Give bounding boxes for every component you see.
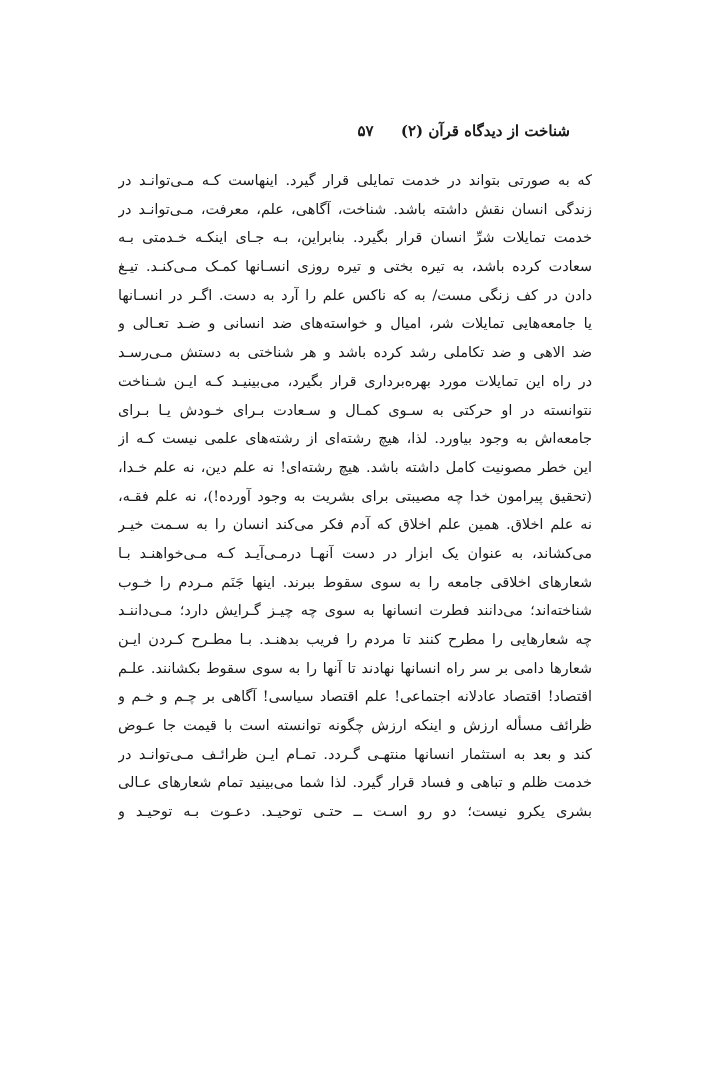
text-line: خدمت تمایلات شرِّ انسان قرار بگیرد. بنابراین، بـه جـای اینکـه خـدمتی بـه <box>118 230 592 247</box>
text-line: که به صورتی بتواند در خدمت تمایلی قرار گیرد. اینهاست کـه مـی‌توانـد در <box>118 173 592 189</box>
text-line: کند و بعد به استثمار انسانها منتهـی گـردد. تمـام ایـن ظرائـف مـی‌توانـد در <box>118 746 592 763</box>
text-line: ظرائف مسأله ارزش و اینکه ارزش چگونه توانسته است با قیمت جا عـوض <box>118 718 592 735</box>
text-line: اقتصاد! اقتصاد عادلانه اجتماعی! علم اقتصاد سیاسی! آگاهی بر چـم و خـم و <box>118 689 592 706</box>
page-header <box>140 119 570 143</box>
text-line: (تحقیق پیرامون خدا چه مصیبتی برای بشریت به وجود آورده!)، نه علم فقـه، <box>118 488 592 505</box>
running-title: شناخت از دیدگاه قرآن (۲) <box>400 122 570 140</box>
text-line: این خطر مصونیت کامل داشته باشد. هیچ رشته‌ای! نه علم دین، نه علم خـدا، <box>118 459 592 476</box>
text-line: جامعه‌اش به وجود بیاورد. لذا، هیچ رشته‌ای از رشته‌های علمی نیست کـه از <box>118 431 592 448</box>
body-text <box>118 167 592 827</box>
text-line: شعارهای اخلاقی جامعه را به سوی سقوط ببرند. اینها جَنَم مـردم را خـوب <box>118 574 592 591</box>
text-line: شناخته‌اند؛ می‌دانند فطرت انسانها به سوی چه چیـز گـرایش دارد؛ مـی‌داننـد <box>118 603 592 620</box>
text-line: زندگی انسان نقش داشته باشد. شناخت، آگاهی، علم، معرفت، مـی‌توانـد در <box>118 201 592 218</box>
text-line: ضد الاهی و ضد تکاملی رشد کرده باشد و هر شناختی به دستش مـی‌رسـد <box>118 345 592 362</box>
text-line: خدمت ظلم و تباهی و فساد قرار گیرد. لذا شما می‌بینید تمام شعارهای عـالی <box>118 775 592 792</box>
text-line: سعادت کرده باشد، به تیره بختی و تیره روزی انسـانها کمـک مـی‌کنـد. تیـغ <box>118 259 592 276</box>
text-line: نه علم اخلاق. همین علم اخلاق که آدم فکر می‌کند انسان را به سـمت خیـر <box>118 517 592 534</box>
text-line: می‌کشاند، به عنوان یک ابزار در دست آنهـا درمـی‌آیـد کـه مـی‌خواهنـد بـا <box>118 545 592 562</box>
text-line: یا جامعه‌هایی تمایلات شر، امیال و خواسته‌های ضد انسانی و ضـد تعـالی و <box>118 316 592 333</box>
page-number: ۵۷ <box>357 122 374 140</box>
text-line: چه شعارهایی را مطرح کنند تا مردم را فریب بدهنـد. بـا مطـرح کـردن ایـن <box>118 632 592 648</box>
text-line: شعارها دامی بر سر راه انسانها نهادند تا آنها را به سوی سقوط بکشانند. علـم <box>118 660 592 677</box>
text-line: در راه این تمایلات مورد بهره‌برداری قرار بگیرد، می‌بینیـد کـه ایـن شـناخت <box>118 373 592 390</box>
text-line: دادن در کف زنگی مست/ به که ناکس علم را آرد به دست. اگـر در انسـانها <box>118 287 592 304</box>
text-line: بشری یکرو نیست؛ دو رو اسـت ــ حتـی توحیـد. دعـوت بـه توحیـد و <box>118 804 592 821</box>
text-line: نتوانسته در او حرکتی به سـوی کمـال و سـعادت بـرای خـودش یـا بـرای <box>118 402 592 419</box>
